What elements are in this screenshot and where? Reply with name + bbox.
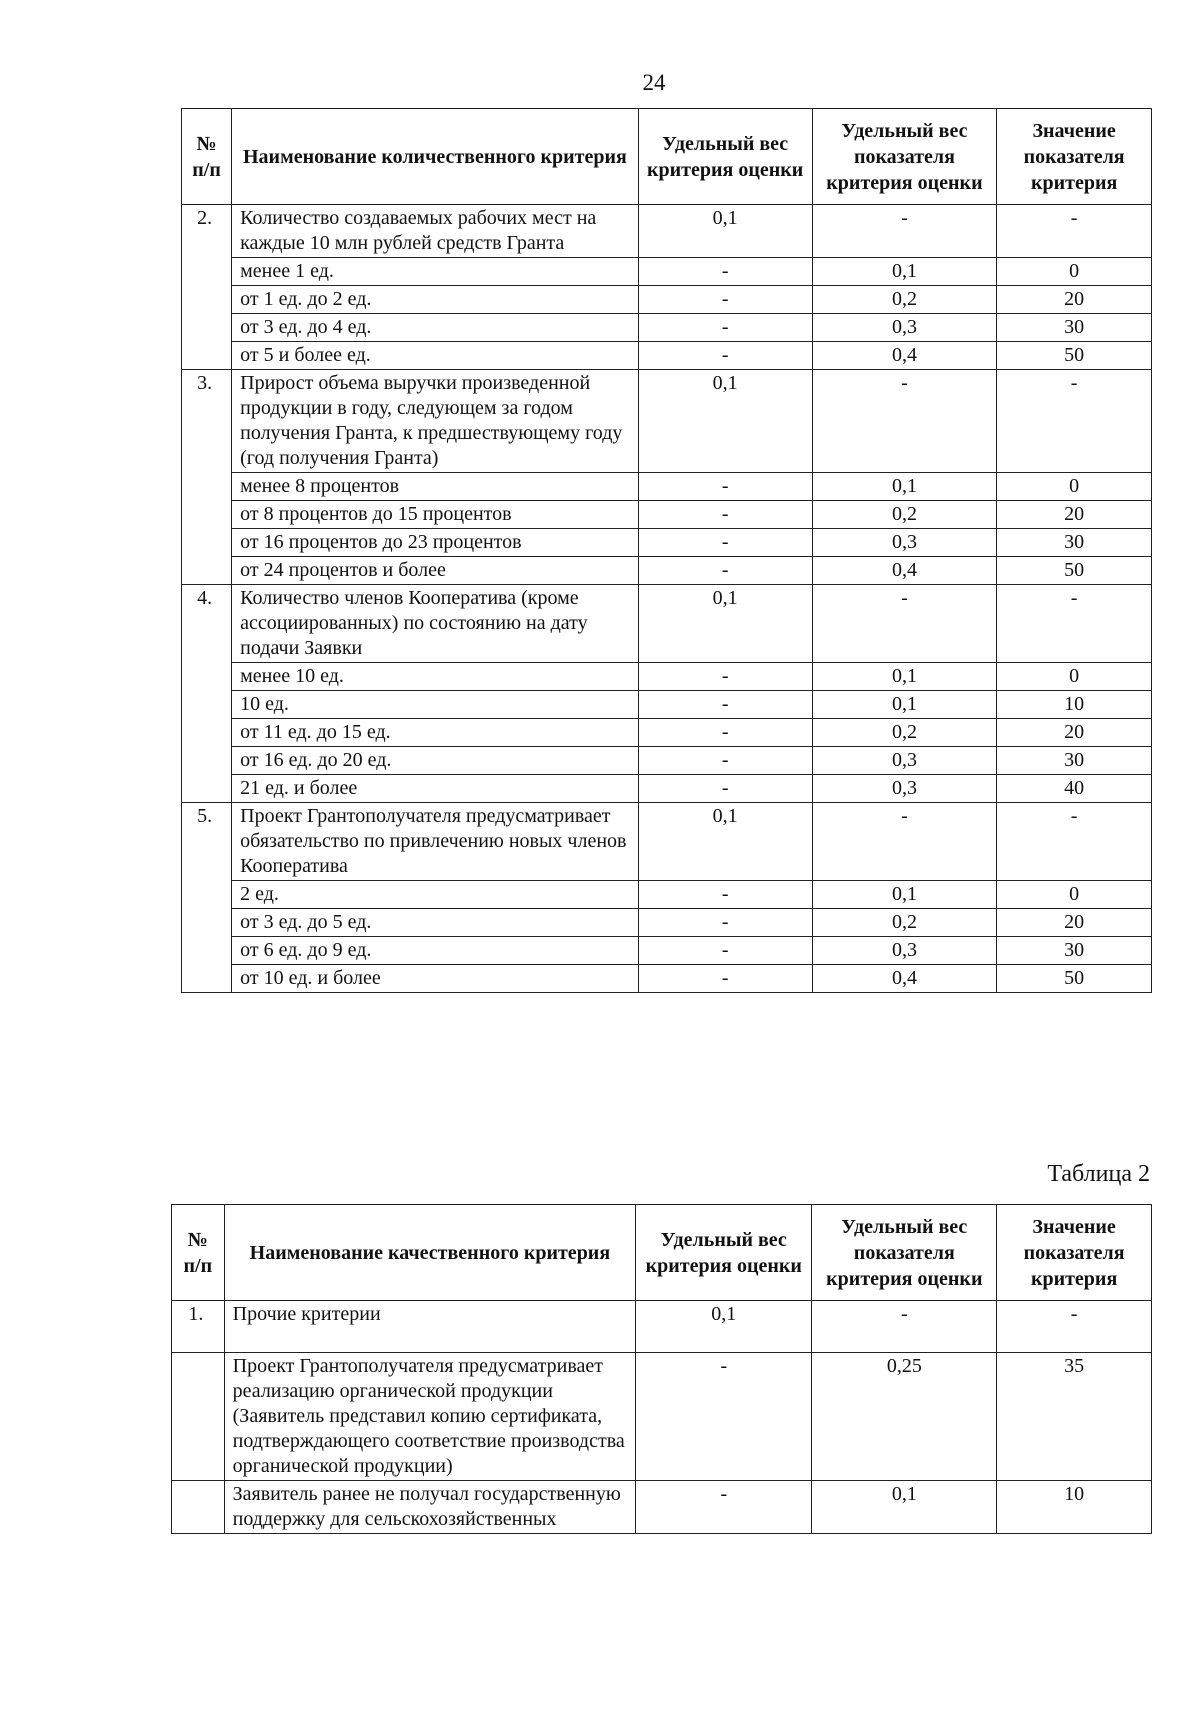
indicator-number-blank	[182, 342, 232, 370]
indicator-row	[182, 719, 1152, 747]
indicator-row	[182, 473, 1152, 501]
indicator-label: от 3 ед. до 5 ед.	[232, 909, 639, 937]
indicator-row	[182, 258, 1152, 286]
criterion-weight: 0,1	[638, 585, 812, 663]
indicator-label: от 11 ед. до 15 ед.	[232, 719, 639, 747]
page-number: 24	[642, 70, 666, 95]
row-indicator-weight: 0,25	[812, 1353, 997, 1481]
indicator-weight: -	[638, 909, 812, 937]
indicator-row	[182, 663, 1152, 691]
criterion-indicator-weight: -	[812, 585, 997, 663]
indicator-label: от 6 ед. до 9 ед.	[232, 937, 639, 965]
indicator-weight: -	[638, 473, 812, 501]
criterion-row	[182, 803, 1152, 881]
indicator-weight: -	[638, 342, 812, 370]
criterion-weight: 0,1	[638, 370, 812, 473]
indicator-row	[182, 529, 1152, 557]
indicator-indicator-weight: 0,2	[812, 909, 997, 937]
header-value: Значение показателя критерия	[997, 1205, 1152, 1301]
indicator-label: от 5 и более ед.	[232, 342, 639, 370]
indicator-number-blank	[182, 775, 232, 803]
criterion-indicator-weight: -	[812, 370, 997, 473]
indicator-label: от 16 ед. до 20 ед.	[232, 747, 639, 775]
indicator-weight: -	[638, 937, 812, 965]
indicator-indicator-weight: 0,1	[812, 691, 997, 719]
indicator-indicator-weight: 0,1	[812, 258, 997, 286]
row-label: Прочие критерии	[224, 1301, 636, 1353]
indicator-row	[182, 286, 1152, 314]
header-indicator-weight: Удельный вес показателя критерия оценки	[812, 1205, 997, 1301]
row-weight: 0,1	[636, 1301, 812, 1353]
table1-body	[182, 205, 1152, 993]
criterion-title: Количество создаваемых рабочих мест на каждые 10 млн рублей средств Гранта	[232, 205, 639, 258]
indicator-row	[182, 314, 1152, 342]
criterion-value: -	[997, 585, 1152, 663]
indicator-indicator-weight: 0,3	[812, 937, 997, 965]
indicator-label: 2 ед.	[232, 881, 639, 909]
criterion-value: -	[997, 205, 1152, 258]
indicator-number-blank	[182, 501, 232, 529]
header-weight: Удельный вес критерия оценки	[638, 109, 812, 205]
indicator-number-blank	[182, 314, 232, 342]
indicator-value: 50	[997, 342, 1152, 370]
indicator-indicator-weight: 0,2	[812, 719, 997, 747]
indicator-label: от 3 ед. до 4 ед.	[232, 314, 639, 342]
indicator-indicator-weight: 0,3	[812, 314, 997, 342]
indicator-row	[182, 557, 1152, 585]
indicator-weight: -	[638, 314, 812, 342]
row-number	[172, 1353, 225, 1481]
indicator-label: 10 ед.	[232, 691, 639, 719]
indicator-value: 0	[997, 473, 1152, 501]
indicator-number-blank	[182, 909, 232, 937]
qualitative-row	[172, 1481, 1152, 1534]
indicator-value: 10	[997, 691, 1152, 719]
criterion-row	[182, 370, 1152, 473]
header-name: Наименование качественного критерия	[224, 1205, 636, 1301]
indicator-indicator-weight: 0,3	[812, 775, 997, 803]
indicator-label: от 10 ед. и более	[232, 965, 639, 993]
criterion-weight: 0,1	[638, 803, 812, 881]
indicator-label: от 24 процентов и более	[232, 557, 639, 585]
indicator-indicator-weight: 0,4	[812, 342, 997, 370]
row-value: -	[997, 1301, 1152, 1353]
indicator-weight: -	[638, 286, 812, 314]
qualitative-row	[172, 1353, 1152, 1481]
indicator-weight: -	[638, 557, 812, 585]
indicator-value: 0	[997, 258, 1152, 286]
indicator-indicator-weight: 0,2	[812, 501, 997, 529]
indicator-value: 50	[997, 965, 1152, 993]
criterion-number: 5.	[182, 803, 232, 881]
indicator-number-blank	[182, 881, 232, 909]
indicator-weight: -	[638, 663, 812, 691]
indicator-value: 20	[997, 286, 1152, 314]
indicator-value: 0	[997, 663, 1152, 691]
indicator-weight: -	[638, 965, 812, 993]
indicator-label: менее 8 процентов	[232, 473, 639, 501]
indicator-indicator-weight: 0,2	[812, 286, 997, 314]
criterion-value: -	[997, 370, 1152, 473]
indicator-value: 50	[997, 557, 1152, 585]
row-indicator-weight: 0,1	[812, 1481, 997, 1534]
indicator-value: 20	[997, 719, 1152, 747]
criterion-title: Проект Грантополучателя предусматривает обязательство по привлечению новых членов Кооператива	[232, 803, 639, 881]
criterion-indicator-weight: -	[812, 205, 997, 258]
indicator-indicator-weight: 0,1	[812, 881, 997, 909]
indicator-label: от 1 ед. до 2 ед.	[232, 286, 639, 314]
indicator-value: 20	[997, 909, 1152, 937]
indicator-number-blank	[182, 286, 232, 314]
header-weight: Удельный вес критерия оценки	[636, 1205, 812, 1301]
indicator-row	[182, 775, 1152, 803]
row-label: Проект Грантополучателя предусматривает реализацию органической продукции (Заявитель представил копию сертификата, подтверждающего соответствие производства органической продукции)	[224, 1353, 636, 1481]
indicator-number-blank	[182, 937, 232, 965]
qualitative-criteria-table	[171, 1204, 1152, 1534]
indicator-value: 30	[997, 529, 1152, 557]
row-weight: -	[636, 1353, 812, 1481]
indicator-label: менее 10 ед.	[232, 663, 639, 691]
criterion-title: Количество членов Кооператива (кроме ассоциированных) по состоянию на дату подачи Заявки	[232, 585, 639, 663]
header-num: № п/п	[172, 1205, 225, 1301]
indicator-row	[182, 965, 1152, 993]
indicator-indicator-weight: 0,4	[812, 557, 997, 585]
row-number	[172, 1481, 225, 1534]
indicator-value: 30	[997, 314, 1152, 342]
indicator-weight: -	[638, 691, 812, 719]
indicator-weight: -	[638, 747, 812, 775]
indicator-label: менее 1 ед.	[232, 258, 639, 286]
criterion-number: 3.	[182, 370, 232, 473]
indicator-row	[182, 747, 1152, 775]
criterion-indicator-weight: -	[812, 803, 997, 881]
header-num: № п/п	[182, 109, 232, 205]
indicator-value: 40	[997, 775, 1152, 803]
row-number: 1.	[172, 1301, 225, 1353]
indicator-number-blank	[182, 747, 232, 775]
indicator-row	[182, 691, 1152, 719]
table2-caption: Таблица 2	[1047, 1161, 1150, 1187]
indicator-number-blank	[182, 719, 232, 747]
indicator-indicator-weight: 0,3	[812, 747, 997, 775]
indicator-number-blank	[182, 965, 232, 993]
indicator-indicator-weight: 0,3	[812, 529, 997, 557]
indicator-row	[182, 501, 1152, 529]
indicator-label: от 16 процентов до 23 процентов	[232, 529, 639, 557]
indicator-indicator-weight: 0,1	[812, 473, 997, 501]
criterion-number: 4.	[182, 585, 232, 663]
indicator-row	[182, 881, 1152, 909]
indicator-weight: -	[638, 881, 812, 909]
indicator-number-blank	[182, 663, 232, 691]
row-value: 35	[997, 1353, 1152, 1481]
quantitative-criteria-table	[181, 108, 1152, 993]
indicator-number-blank	[182, 473, 232, 501]
indicator-row	[182, 342, 1152, 370]
indicator-number-blank	[182, 557, 232, 585]
header-value: Значение показателя критерия	[997, 109, 1152, 205]
indicator-label: 21 ед. и более	[232, 775, 639, 803]
indicator-indicator-weight: 0,1	[812, 663, 997, 691]
indicator-weight: -	[638, 775, 812, 803]
criterion-row	[182, 585, 1152, 663]
header-name: Наименование количественного критерия	[232, 109, 639, 205]
indicator-label: от 8 процентов до 15 процентов	[232, 501, 639, 529]
row-label: Заявитель ранее не получал государственную поддержку для сельскохозяйственных	[224, 1481, 636, 1534]
table2-body	[172, 1301, 1152, 1534]
indicator-value: 30	[997, 937, 1152, 965]
criterion-number: 2.	[182, 205, 232, 258]
indicator-weight: -	[638, 719, 812, 747]
row-weight: -	[636, 1481, 812, 1534]
indicator-number-blank	[182, 258, 232, 286]
indicator-row	[182, 909, 1152, 937]
header-indicator-weight: Удельный вес показателя критерия оценки	[812, 109, 997, 205]
row-value: 10	[997, 1481, 1152, 1534]
qualitative-row	[172, 1301, 1152, 1353]
indicator-weight: -	[638, 258, 812, 286]
indicator-indicator-weight: 0,4	[812, 965, 997, 993]
indicator-value: 30	[997, 747, 1152, 775]
indicator-value: 20	[997, 501, 1152, 529]
indicator-weight: -	[638, 501, 812, 529]
indicator-weight: -	[638, 529, 812, 557]
criterion-value: -	[997, 803, 1152, 881]
indicator-number-blank	[182, 529, 232, 557]
indicator-number-blank	[182, 691, 232, 719]
criterion-title: Прирост объема выручки произведенной продукции в году, следующем за годом получения Гранта, к предшествующему году (год получения Гранта)	[232, 370, 639, 473]
row-indicator-weight: -	[812, 1301, 997, 1353]
criterion-row	[182, 205, 1152, 258]
indicator-row	[182, 937, 1152, 965]
indicator-value: 0	[997, 881, 1152, 909]
criterion-weight: 0,1	[638, 205, 812, 258]
